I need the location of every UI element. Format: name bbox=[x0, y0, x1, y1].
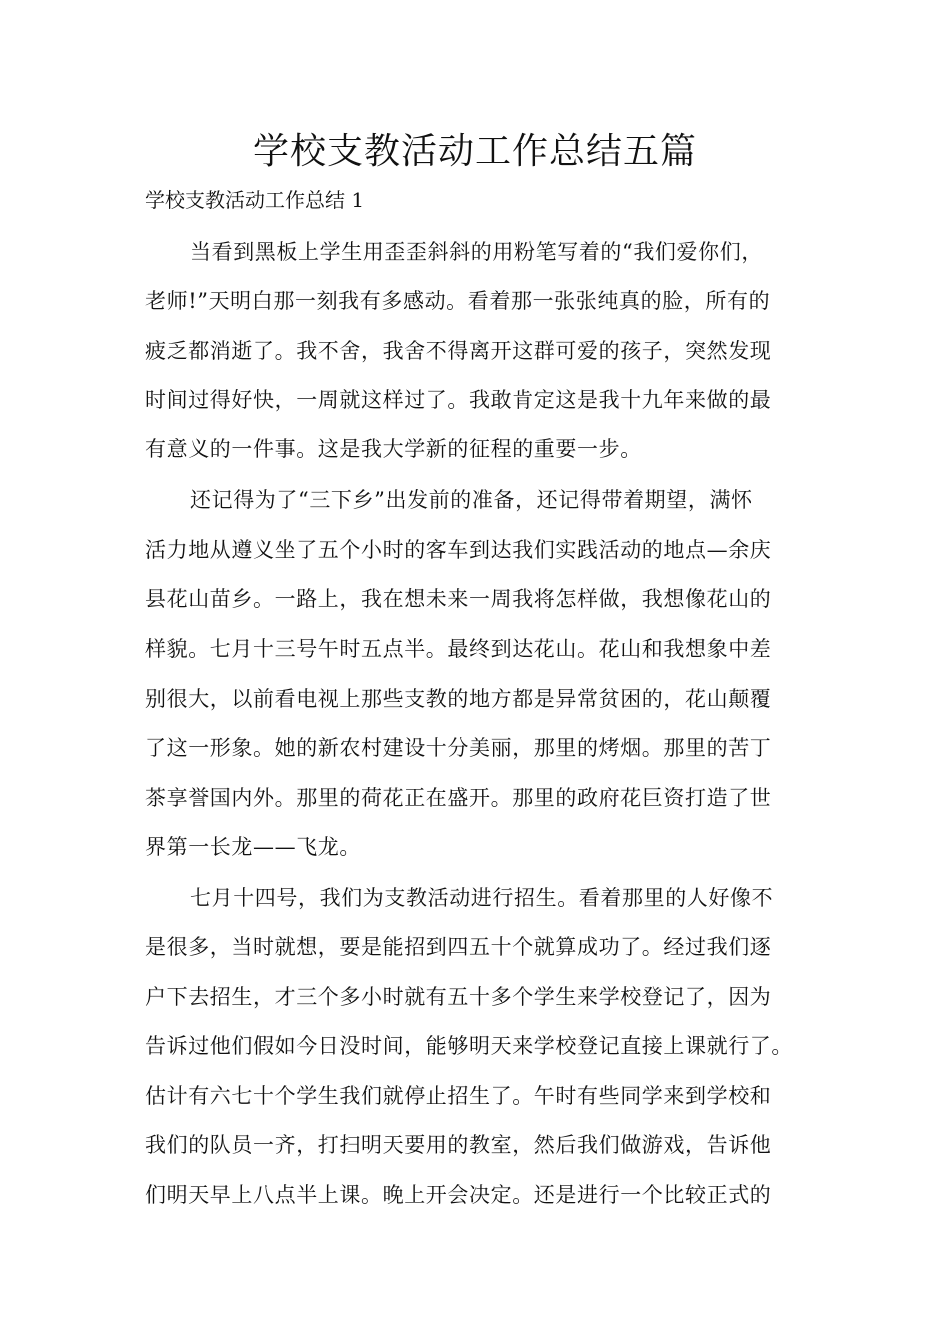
paragraph-line: 告诉过他们假如今日没时间，能够明天来学校登记直接上课就行了。 bbox=[145, 1034, 793, 1058]
paragraph-line: 当看到黑板上学生用歪歪斜斜的用粉笔写着的“我们爱你们， bbox=[190, 240, 763, 264]
paragraph-line: 估计有六七十个学生我们就停止招生了。午时有些同学来到学校和 bbox=[145, 1084, 772, 1108]
paragraph-line: 样貌。七月十三号午时五点半。最终到达花山。花山和我想象中差 bbox=[145, 637, 772, 661]
paragraph-line: 我们的队员一齐，打扫明天要用的教室，然后我们做游戏，告诉他 bbox=[145, 1133, 772, 1157]
section-heading: 学校支教活动工作总结 1 bbox=[145, 188, 365, 212]
paragraph-line: 户下去招生，才三个多小时就有五十多个学生来学校登记了，因为 bbox=[145, 985, 772, 1009]
paragraph-line: 是很多，当时就想，要是能招到四五十个就算成功了。经过我们逐 bbox=[145, 935, 772, 959]
paragraph-line: 们明天早上八点半上课。晚上开会决定。还是进行一个比较正式的 bbox=[145, 1183, 772, 1207]
paragraph-line: 疲乏都消逝了。我不舍，我舍不得离开这群可爱的孩子，突然发现 bbox=[145, 339, 772, 363]
paragraph-line: 县花山苗乡。一路上，我在想未来一周我将怎样做，我想像花山的 bbox=[145, 587, 772, 611]
paragraph-line: 了这一形象。她的新农村建设十分美丽，那里的烤烟。那里的苦丁 bbox=[145, 736, 772, 760]
document-title: 学校支教活动工作总结五篇 bbox=[252, 131, 697, 172]
paragraph-line: 界第一长龙——飞龙。 bbox=[145, 835, 361, 859]
paragraph-line: 还记得为了“三下乡”出发前的准备，还记得带着期望，满怀 bbox=[190, 488, 753, 512]
paragraph-line: 有意义的一件事。这是我大学新的征程的重要一步。 bbox=[145, 437, 642, 461]
paragraph-line: 七月十四号，我们为支教活动进行招生。看着那里的人好像不 bbox=[190, 886, 774, 910]
paragraph-line: 茶享誉国内外。那里的荷花正在盛开。那里的政府花巨资打造了世 bbox=[145, 786, 772, 810]
paragraph-line: 时间过得好快，一周就这样过了。我敢肯定这是我十九年来做的最 bbox=[145, 388, 772, 412]
paragraph-line: 别很大，以前看电视上那些支教的地方都是异常贫困的，花山颠覆 bbox=[145, 687, 772, 711]
paragraph-line: 活力地从遵义坐了五个小时的客车到达我们实践活动的地点—余庆 bbox=[145, 538, 772, 562]
paragraph-line: 老师!”天明白那一刻我有多感动。看着那一张张纯真的脸，所有的 bbox=[145, 289, 771, 313]
